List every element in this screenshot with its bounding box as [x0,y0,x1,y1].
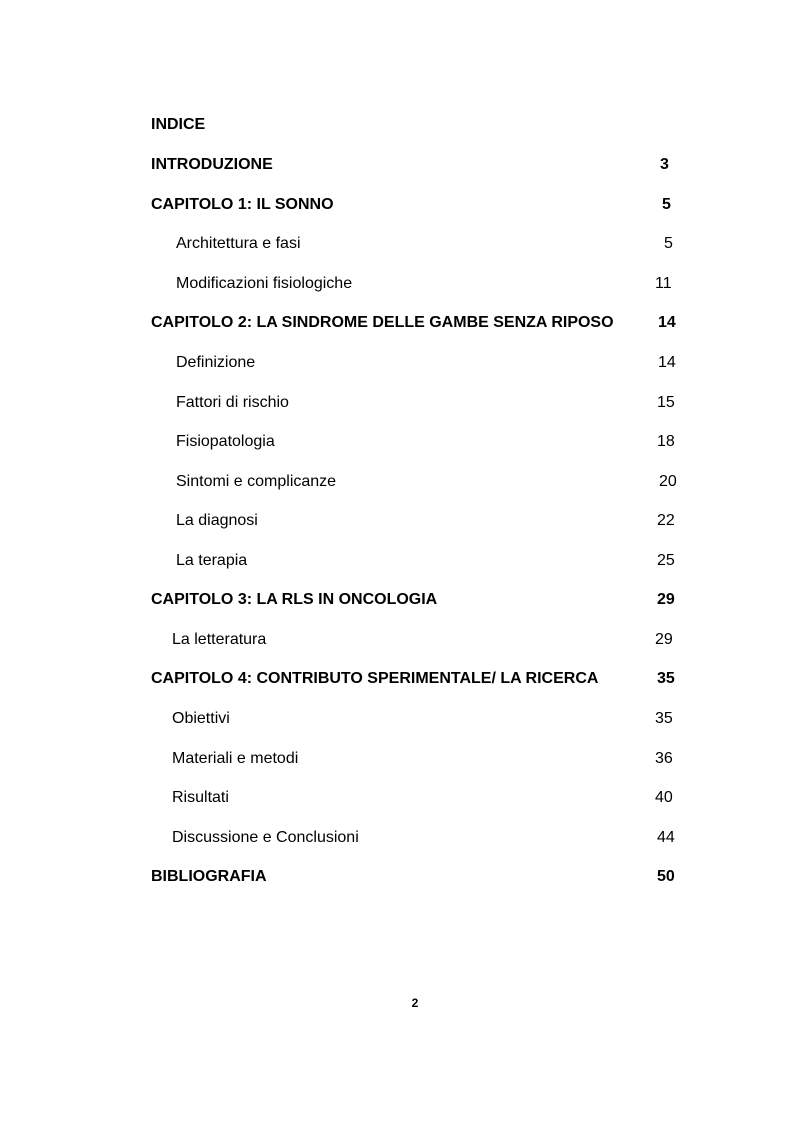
page-number: 2 [411,996,419,1010]
toc-entry-label: BIBLIOGRAFIA [151,868,267,885]
toc-entry-page: 35 [657,670,675,687]
toc-entry-label: Obiettivi [172,710,230,727]
toc-heading: INDICE [151,116,206,133]
toc-entry-label: Materiali e metodi [172,750,299,767]
toc-entry-label: Risultati [172,789,229,806]
toc-entry-page: 14 [658,354,676,371]
toc-entry-page: 20 [659,473,677,490]
toc-entry-label: Architettura e fasi [176,235,301,252]
toc-entry-page: 22 [657,512,675,529]
toc-entry-label: CAPITOLO 4: CONTRIBUTO SPERIMENTALE/ LA RICERCA [151,670,599,687]
toc-entry-label: Modificazioni fisiologiche [176,275,353,292]
toc-entry-page: 40 [655,789,673,806]
toc-entry-label: Fattori di rischio [176,394,289,411]
toc-entry-label: La letteratura [172,631,267,648]
toc-entry-label: La terapia [176,552,248,569]
toc-entry-label: Sintomi e complicanze [176,473,337,490]
toc-entry-page: 3 [660,156,669,173]
toc-entry-page: 11 [655,275,672,292]
toc-entry-label: La diagnosi [176,512,258,529]
toc-entry-page: 5 [662,196,671,213]
toc-entry-page: 44 [657,829,675,846]
toc-entry-label: CAPITOLO 3: LA RLS IN ONCOLOGIA [151,591,438,608]
toc-entry-label: INTRODUZIONE [151,156,273,173]
toc-entry-label: CAPITOLO 2: LA SINDROME DELLE GAMBE SENZA RIPOSO [151,314,614,331]
toc-entry-page: 14 [658,314,676,331]
toc-entry-page: 18 [657,433,675,450]
toc-entry-label: Discussione e Conclusioni [172,829,359,846]
toc-entry-page: 29 [657,591,675,608]
toc-entry-page: 5 [664,235,673,252]
toc-entry-page: 29 [655,631,673,648]
toc-entry-label: Fisiopatologia [176,433,275,450]
toc-entry-page: 36 [655,750,673,767]
toc-entry-label: Definizione [176,354,256,371]
toc-entry-label: CAPITOLO 1: IL SONNO [151,196,334,213]
toc-entry-page: 35 [655,710,673,727]
toc-entry-page: 25 [657,552,675,569]
toc-entry-page: 50 [657,868,675,885]
toc-entry-page: 15 [657,394,675,411]
